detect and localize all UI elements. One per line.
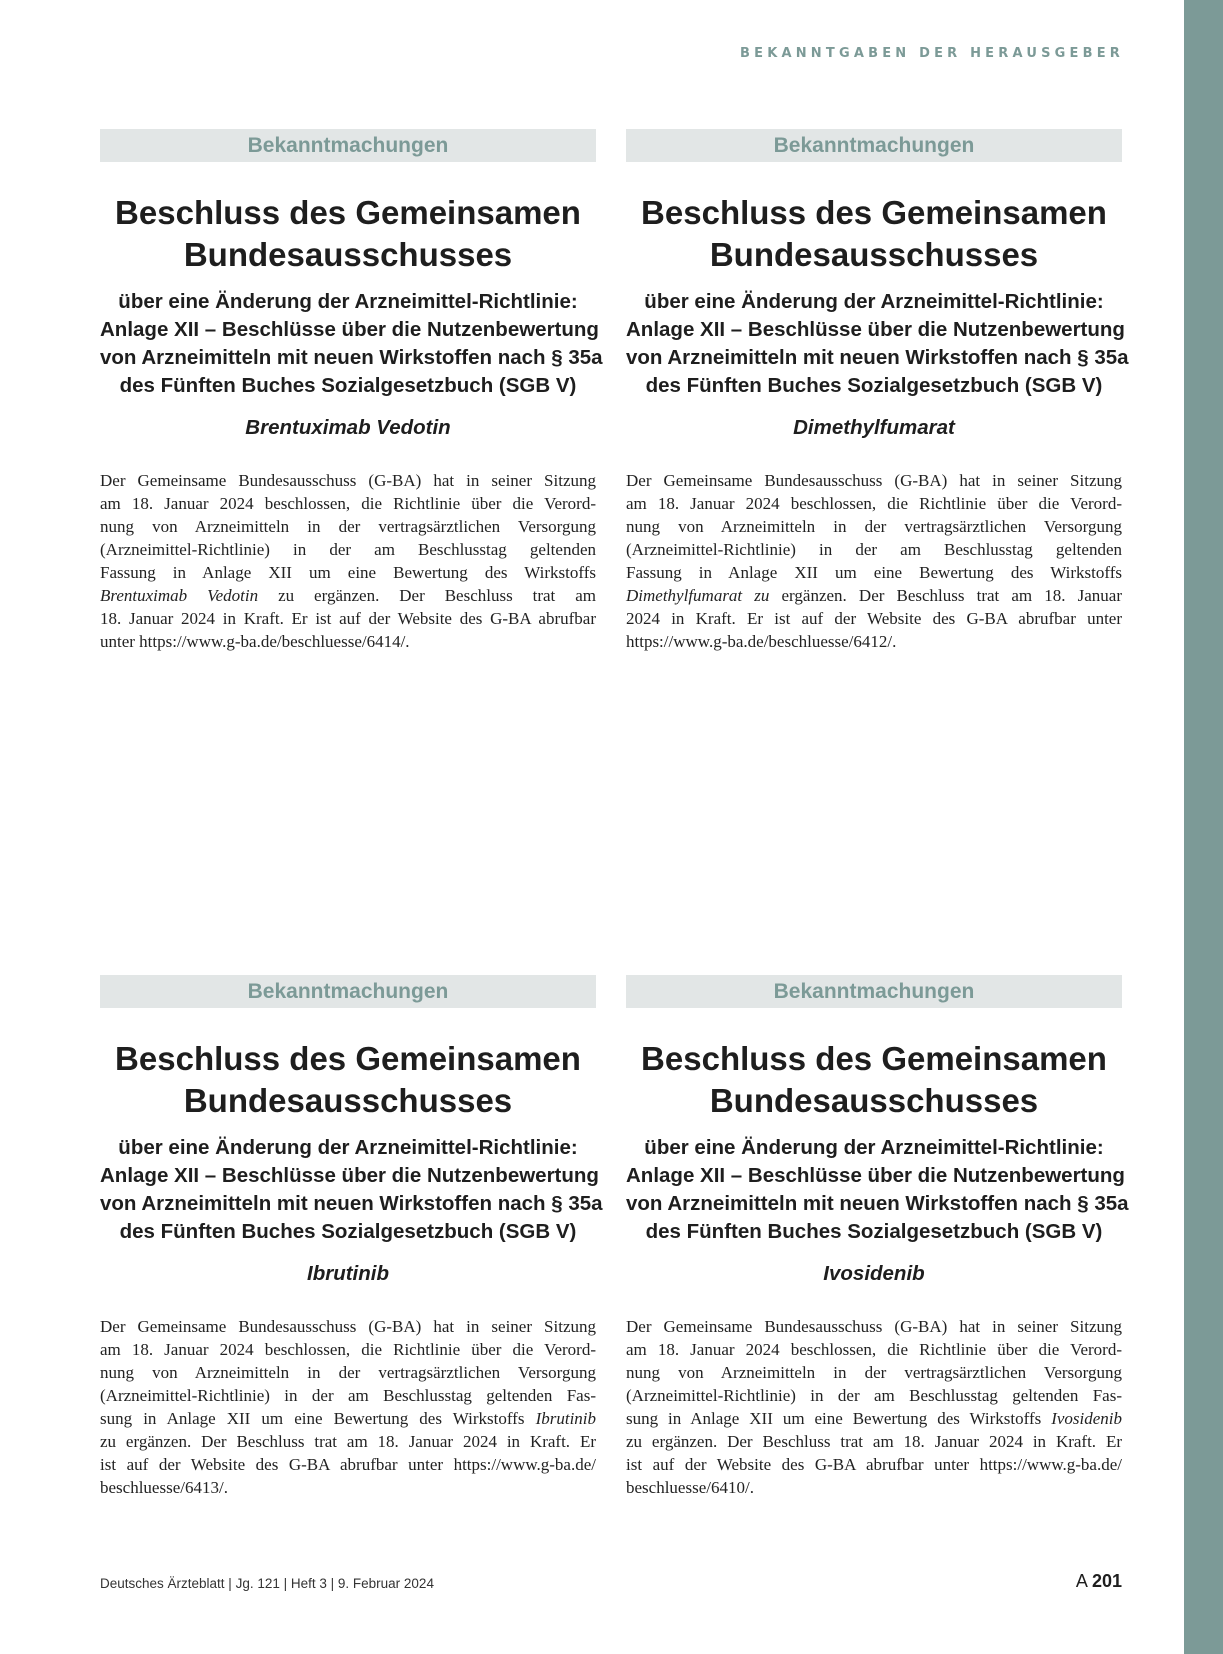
article-subtitle — [626, 288, 1129, 400]
drug-name: Dimethylfumarat — [793, 416, 955, 439]
article-body — [626, 1315, 1122, 1499]
subtitle-line: von Arzneimitteln mit neuen Wirkstoffen nach § 35a — [100, 346, 603, 369]
subtitle-line: Anlage XII – Beschlüsse über die Nutzenbewertung — [626, 318, 1125, 341]
subtitle-line: von Arzneimitteln mit neuen Wirkstoffen nach § 35a — [626, 1192, 1129, 1215]
body-line — [100, 584, 596, 607]
subtitle-line: über eine Änderung der Arzneimittel-Richtlinie: — [644, 1136, 1104, 1159]
section-label: Bekanntmachungen — [100, 975, 596, 1008]
body-line: beschluesse/6410/. — [626, 1478, 754, 1497]
body-line: ist auf der Website des G-BA abrufbar unter https://www.g-ba.de/ — [100, 1455, 596, 1474]
title-line: Bundesausschusses — [709, 1082, 1039, 1119]
body-line: (Arzneimittel-Richtlinie) in der am Beschlusstag geltenden — [626, 540, 1122, 559]
body-line-text: zu ergänzen. Der Beschluss trat am — [278, 586, 596, 605]
body-line: ist auf der Website des G-BA abrufbar unter https://www.g-ba.de/ — [626, 1455, 1122, 1474]
article-title — [626, 192, 1122, 276]
drug-name-inline: Ivosidenib — [1051, 1409, 1123, 1428]
announcement-ibrutinib — [100, 975, 603, 1499]
subtitle-line: Anlage XII – Beschlüsse über die Nutzenbewertung — [100, 1164, 599, 1187]
body-line: nung von Arzneimitteln in der vertragsärztlichen Versorgung — [626, 517, 1122, 536]
body-line: Der Gemeinsame Bundesausschuss (G-BA) hat in seiner Sitzung — [100, 471, 596, 490]
title-line: Bundesausschusses — [183, 1082, 513, 1119]
subtitle-line: des Fünften Buches Sozialgesetzbuch (SGB V) — [645, 374, 1103, 397]
body-line: nung von Arzneimitteln in der vertragsärztlichen Versorgung — [626, 1363, 1122, 1382]
title-line: Beschluss des Gemeinsamen — [641, 194, 1107, 231]
article-title — [626, 1038, 1122, 1122]
body-line: beschluesse/6413/. — [100, 1478, 228, 1497]
section-label: Bekanntmachungen — [626, 129, 1122, 162]
subtitle-line: des Fünften Buches Sozialgesetzbuch (SGB V) — [645, 1220, 1103, 1243]
body-line: Der Gemeinsame Bundesausschuss (G-BA) hat in seiner Sitzung — [100, 1317, 596, 1336]
title-line: Beschluss des Gemeinsamen — [641, 1040, 1107, 1077]
footer-journal-info: Deutsches Ärzteblatt | Jg. 121 | Heft 3 | 9. Februar 2024 — [100, 1576, 434, 1591]
subtitle-line: des Fünften Buches Sozialgesetzbuch (SGB V) — [119, 1220, 577, 1243]
subtitle-line: Anlage XII – Beschlüsse über die Nutzenbewertung — [100, 318, 599, 341]
body-line: zu ergänzen. Der Beschluss trat am 18. Januar 2024 in Kraft. Er — [100, 1432, 596, 1451]
page-number — [1076, 1571, 1122, 1592]
body-line: 2024 in Kraft. Er ist auf der Website des G-BA abrufbar unter — [626, 609, 1122, 628]
page-number-value: 201 — [1091, 1571, 1122, 1591]
title-line: Beschluss des Gemeinsamen — [115, 194, 581, 231]
article-body — [100, 1315, 596, 1499]
page-prefix: A — [1075, 1571, 1087, 1591]
title-line: Bundesausschusses — [183, 236, 513, 273]
body-line: Fassung in Anlage XII um eine Bewertung des Wirkstoffs — [626, 563, 1122, 582]
article-body — [100, 469, 596, 653]
body-line: (Arzneimittel-Richtlinie) in der am Beschlusstag geltenden Fas- — [626, 1386, 1122, 1405]
article-subtitle — [100, 288, 603, 400]
subtitle-line: über eine Änderung der Arzneimittel-Richtlinie: — [118, 290, 578, 313]
body-line: am 18. Januar 2024 beschlossen, die Richtlinie über die Verord- — [626, 494, 1122, 513]
body-line: nung von Arzneimitteln in der vertragsärztlichen Versorgung — [100, 1363, 596, 1382]
body-line — [626, 1407, 1122, 1430]
body-line: Fassung in Anlage XII um eine Bewertung des Wirkstoffs — [100, 563, 596, 582]
announcement-ivosidenib — [626, 975, 1129, 1499]
article-title — [100, 1038, 596, 1122]
body-line: unter https://www.g-ba.de/beschluesse/6414/. — [100, 632, 410, 651]
running-head: BEKANNTGABEN DER HERAUSGEBER — [740, 46, 1124, 61]
side-color-bar — [1184, 0, 1223, 1654]
subtitle-line: über eine Änderung der Arzneimittel-Richtlinie: — [644, 290, 1104, 313]
body-line-text: sung in Anlage XII um eine Bewertung des Wirkstoffs — [100, 1409, 525, 1428]
section-label: Bekanntmachungen — [100, 129, 596, 162]
drug-name: Ivosidenib — [823, 1262, 925, 1285]
body-line — [626, 584, 1122, 607]
subtitle-line: Anlage XII – Beschlüsse über die Nutzenbewertung — [626, 1164, 1125, 1187]
announcement-brentuximab — [100, 129, 603, 653]
announcement-dimethylfumarat — [626, 129, 1129, 653]
body-line: nung von Arzneimitteln in der vertragsärztlichen Versorgung — [100, 517, 596, 536]
body-line: 18. Januar 2024 in Kraft. Er ist auf der Website des G-BA abrufbar — [100, 609, 596, 628]
body-line: am 18. Januar 2024 beschlossen, die Richtlinie über die Verord- — [100, 1340, 596, 1359]
drug-name: Brentuximab Vedotin — [245, 416, 451, 439]
drug-name: Ibrutinib — [307, 1262, 389, 1285]
subtitle-line: des Fünften Buches Sozialgesetzbuch (SGB V) — [119, 374, 577, 397]
article-subtitle — [626, 1134, 1129, 1246]
body-line: (Arzneimittel-Richtlinie) in der am Beschlusstag geltenden — [100, 540, 596, 559]
drug-name-inline: Brentuximab Vedotin — [100, 586, 259, 605]
body-line-text: ergänzen. Der Beschluss trat am 18. Januar — [781, 586, 1123, 605]
body-line: Der Gemeinsame Bundesausschuss (G-BA) hat in seiner Sitzung — [626, 471, 1122, 490]
subtitle-line: von Arzneimitteln mit neuen Wirkstoffen nach § 35a — [100, 1192, 603, 1215]
body-line: zu ergänzen. Der Beschluss trat am 18. Januar 2024 in Kraft. Er — [626, 1432, 1122, 1451]
body-line: (Arzneimittel-Richtlinie) in der am Beschlusstag geltenden Fas- — [100, 1386, 596, 1405]
subtitle-line: über eine Änderung der Arzneimittel-Richtlinie: — [118, 1136, 578, 1159]
article-title — [100, 192, 596, 276]
article-subtitle — [100, 1134, 603, 1246]
body-line — [100, 1407, 596, 1430]
drug-name-inline: Dimethylfumarat zu — [626, 586, 770, 605]
body-line: am 18. Januar 2024 beschlossen, die Richtlinie über die Verord- — [626, 1340, 1122, 1359]
subtitle-line: von Arzneimitteln mit neuen Wirkstoffen nach § 35a — [626, 346, 1129, 369]
title-line: Beschluss des Gemeinsamen — [115, 1040, 581, 1077]
article-body — [626, 469, 1122, 653]
title-line: Bundesausschusses — [709, 236, 1039, 273]
body-line: am 18. Januar 2024 beschlossen, die Richtlinie über die Verord- — [100, 494, 596, 513]
body-line: https://www.g-ba.de/beschluesse/6412/. — [626, 632, 897, 651]
body-line-text: sung in Anlage XII um eine Bewertung des Wirkstoffs — [626, 1409, 1042, 1428]
body-line: Der Gemeinsame Bundesausschuss (G-BA) hat in seiner Sitzung — [626, 1317, 1122, 1336]
section-label: Bekanntmachungen — [626, 975, 1122, 1008]
drug-name-inline: Ibrutinib — [535, 1409, 597, 1428]
